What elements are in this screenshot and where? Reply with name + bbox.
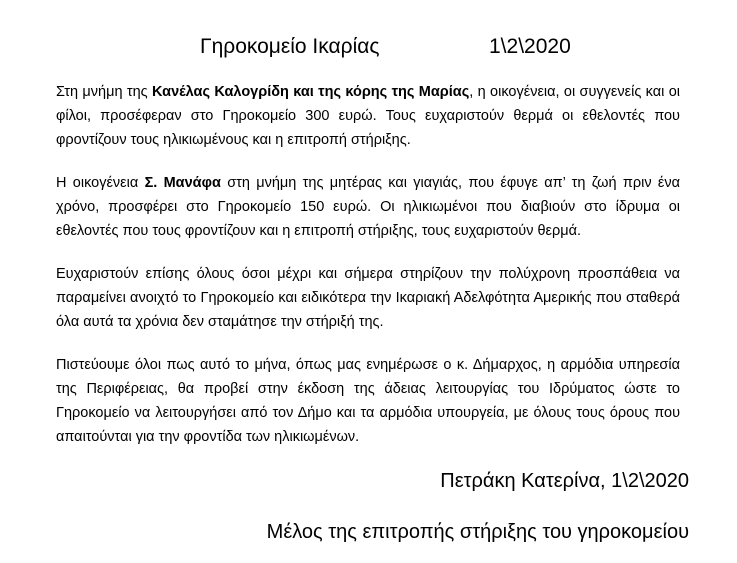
paragraph-text: , η οικογένεια, οι συγγενείς και οι φίλοι, προσέφεραν στο Γηροκομείο 300 ευρώ. Τους ευχαριστούν θερμά οι εθελοντές που φροντίζουν τους ηλικιωμένους και η επιτροπή στήριξης. [56,84,681,148]
signature-role: Μέλος της επιτροπής στήριξης του γηροκομείου [266,521,689,543]
donor-name-bold: Σ. Μανάφα [144,175,221,191]
donor-name-bold: Κανέλας Καλογρίδη και της κόρης της Μαρίας [152,84,470,100]
paragraph-license: Πιστεύουμε όλοι πως αυτό το μήνα, όπως μας ενημέρωσε ο κ. Δήμαρχος, η αρμόδια υπηρεσία της Περιφέρειας, θα προβεί στην έκδοση της άδειας λειτουργίας του Ιδρύματος ώστε το Γηροκομείο να λειτουργήσει από τον Δήμο και τα αρμόδια υπουργεία, με όλους τους όρους που απαιτούνται για την φροντίδα των ηλικιωμένων. [56,357,680,445]
paragraph-donation-manafa [56,171,680,243]
document-title: Γηροκομείο Ικαρίας [200,35,380,58]
document-header [0,32,737,62]
paragraph-thanks: Ευχαριστούν επίσης όλους όσοι μέχρι και σήμερα στηρίζουν την πολύχρονη προσπάθεια να παραμείνει ανοιχτό το Γηροκομείο και ειδικότερα την Ικαριακή Αδελφότητα Αμερικής που σταθερά όλα αυτά τα χρόνια δεν σταμάτησε την στήριξή της. [56,266,680,330]
paragraph-text: Η οικογένεια [56,175,145,191]
signature-name-date: Πετράκη Κατερίνα, 1\2\2020 [440,470,689,492]
paragraph-text: Στη μνήμη της [56,84,153,100]
document-date: 1\2\2020 [489,35,571,58]
paragraph-donation-kalogridi [56,80,680,152]
paragraph-text: στη μνήμη της μητέρας και γιαγιάς, που έφυγε απ’ τη ζωή πριν ένα χρόνο, προσφέρει στο Γηροκομείο 150 ευρώ. Οι ηλικιωμένοι που διαβιούν στο ίδρυμα οι εθελοντές που τους φροντίζουν και η επιτροπή στήριξης, τους ευχαριστούν θερμά. [56,175,681,239]
